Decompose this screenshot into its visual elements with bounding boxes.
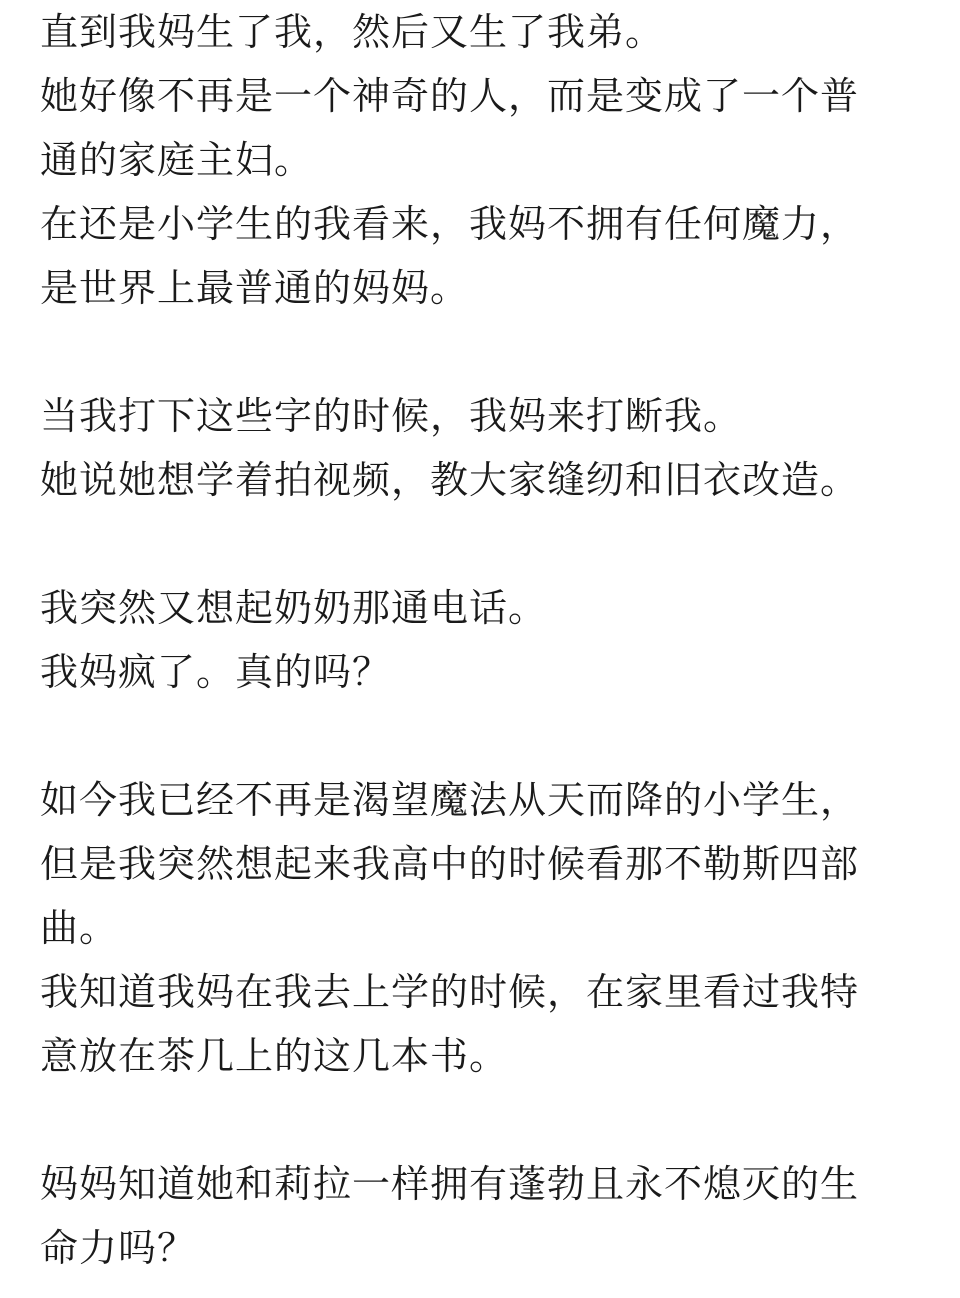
text-line: 命力吗？	[40, 1226, 197, 1270]
paragraph-gap	[40, 704, 920, 768]
paragraph-1	[40, 0, 920, 320]
text-line: 我妈疯了。真的吗？	[40, 650, 392, 694]
paragraph-gap	[40, 1088, 920, 1152]
text-line: 通的家庭主妇。	[40, 138, 314, 182]
text-line: 我突然又想起奶奶那通电话。	[40, 586, 548, 630]
text-line: 当我打下这些字的时候，我妈来打断我。	[40, 394, 743, 438]
paragraph-gap	[40, 512, 920, 576]
paragraph-4	[40, 768, 920, 1088]
text-line: 曲。	[40, 906, 119, 950]
text-line: 是世界上最普通的妈妈。	[40, 266, 470, 310]
text-line: 但是我突然想起来我高中的时候看那不勒斯四部	[40, 842, 860, 886]
article-body	[40, 0, 920, 1280]
paragraph-3	[40, 576, 920, 704]
text-line: 如今我已经不再是渴望魔法从天而降的小学生，	[40, 778, 860, 822]
text-line: 直到我妈生了我，然后又生了我弟。	[40, 10, 665, 54]
paragraph-5	[40, 1152, 920, 1280]
text-line: 她说她想学着拍视频，教大家缝纫和旧衣改造。	[40, 458, 860, 502]
text-line: 我知道我妈在我去上学的时候，在家里看过我特	[40, 970, 860, 1014]
text-line: 妈妈知道她和莉拉一样拥有蓬勃且永不熄灭的生	[40, 1162, 860, 1206]
text-line: 在还是小学生的我看来，我妈不拥有任何魔力，	[40, 202, 860, 246]
paragraph-gap	[40, 320, 920, 384]
text-line: 她好像不再是一个神奇的人，而是变成了一个普	[40, 74, 860, 118]
paragraph-2	[40, 384, 920, 512]
text-line: 意放在茶几上的这几本书。	[40, 1034, 509, 1078]
